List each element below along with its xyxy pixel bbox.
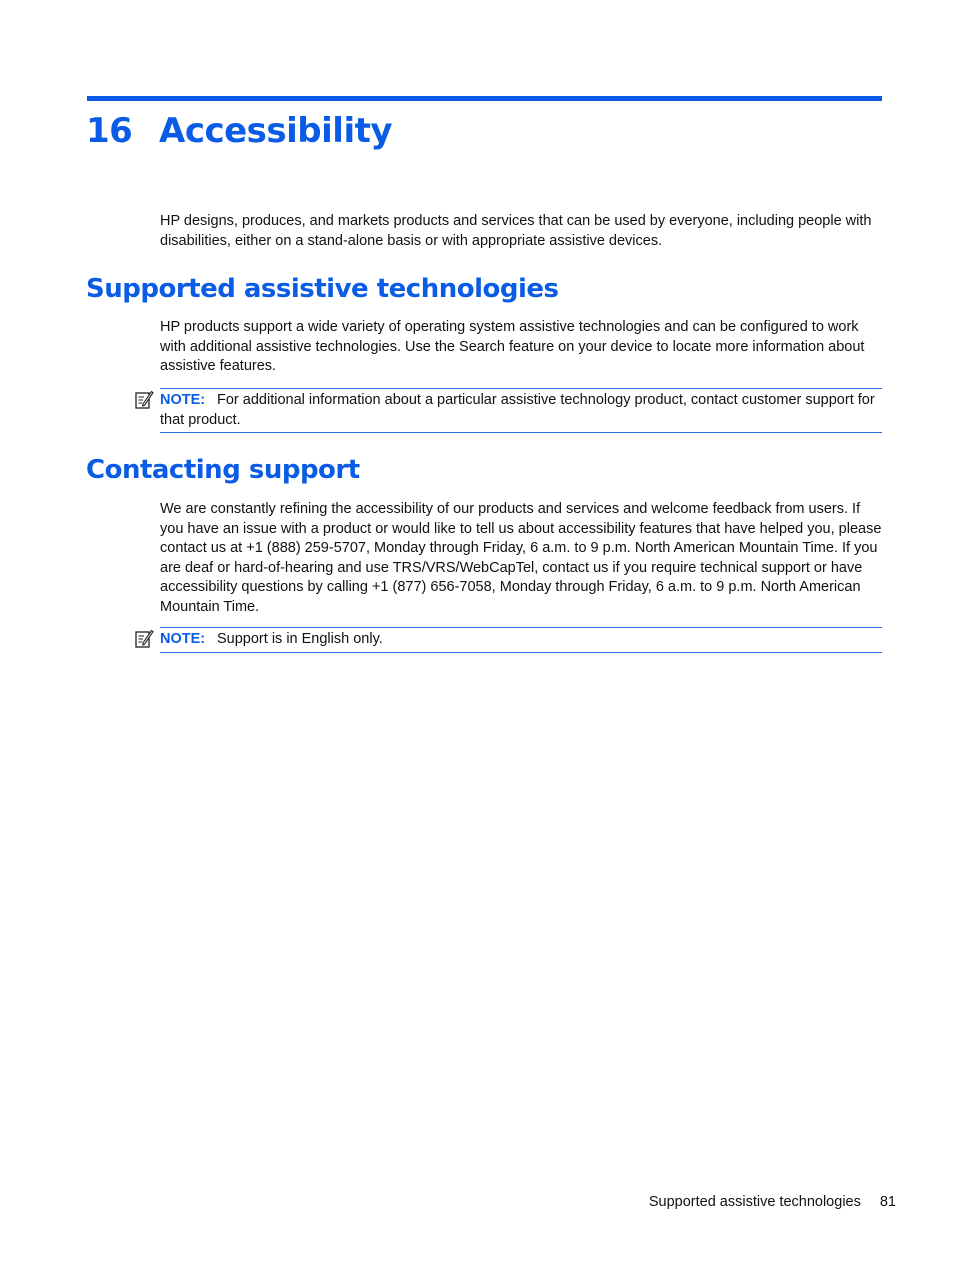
intro-paragraph: HP designs, produces, and markets products and services that can be used by everyone, including people with disabilities, either on a stand-alone basis or with appropriate assistive devices.: [160, 213, 872, 249]
page-number: 81: [879, 1194, 896, 1210]
footer-running-title: Supported assistive technologies: [648, 1194, 861, 1210]
note-label: NOTE:: [160, 392, 206, 408]
chapter-title: [86, 108, 392, 154]
note-text: Support is in English only.: [217, 631, 383, 647]
note-pencil-icon: [135, 629, 154, 648]
note-pencil-icon: [135, 390, 154, 409]
note-assistive-technology: [160, 388, 882, 433]
note-text: For additional information about a particular assistive technology product, contact customer support for that product.: [160, 392, 875, 428]
section-heading-contacting-support: Contacting support: [86, 455, 360, 485]
note-label: NOTE:: [160, 631, 206, 647]
chapter-title-text: Accessibility: [159, 111, 393, 151]
section-heading-supported-assistive-technologies: Supported assistive technologies: [86, 274, 559, 304]
section-body-contacting-support: We are constantly refining the accessibility of our products and services and welcome feedback from users. If you have an issue with a product or would like to tell us about accessibility features that have helped you, please contact us at +1 (888) 259-5707, Monday through Friday, 6 a.m. to 9 p.m. North American Mountain Time. If you are deaf or hard-of-hearing and use TRS/VRS/WebCapTel, contact us if you require technical support or have accessibility questions by calling +1 (877) 656-7058, Monday through Friday, 6 a.m. to 9 p.m. North American Mountain Time.: [160, 501, 882, 615]
page-footer: [649, 1192, 896, 1212]
section-body-supported-assistive-technologies: HP products support a wide variety of operating system assistive technologies and can be configured to work with additional assistive technologies. Use the Search feature on your device to locate more information about assistive features.: [160, 319, 865, 374]
note-english-only: [160, 627, 882, 653]
chapter-top-rule: [87, 96, 882, 101]
chapter-number: 16: [86, 111, 133, 151]
